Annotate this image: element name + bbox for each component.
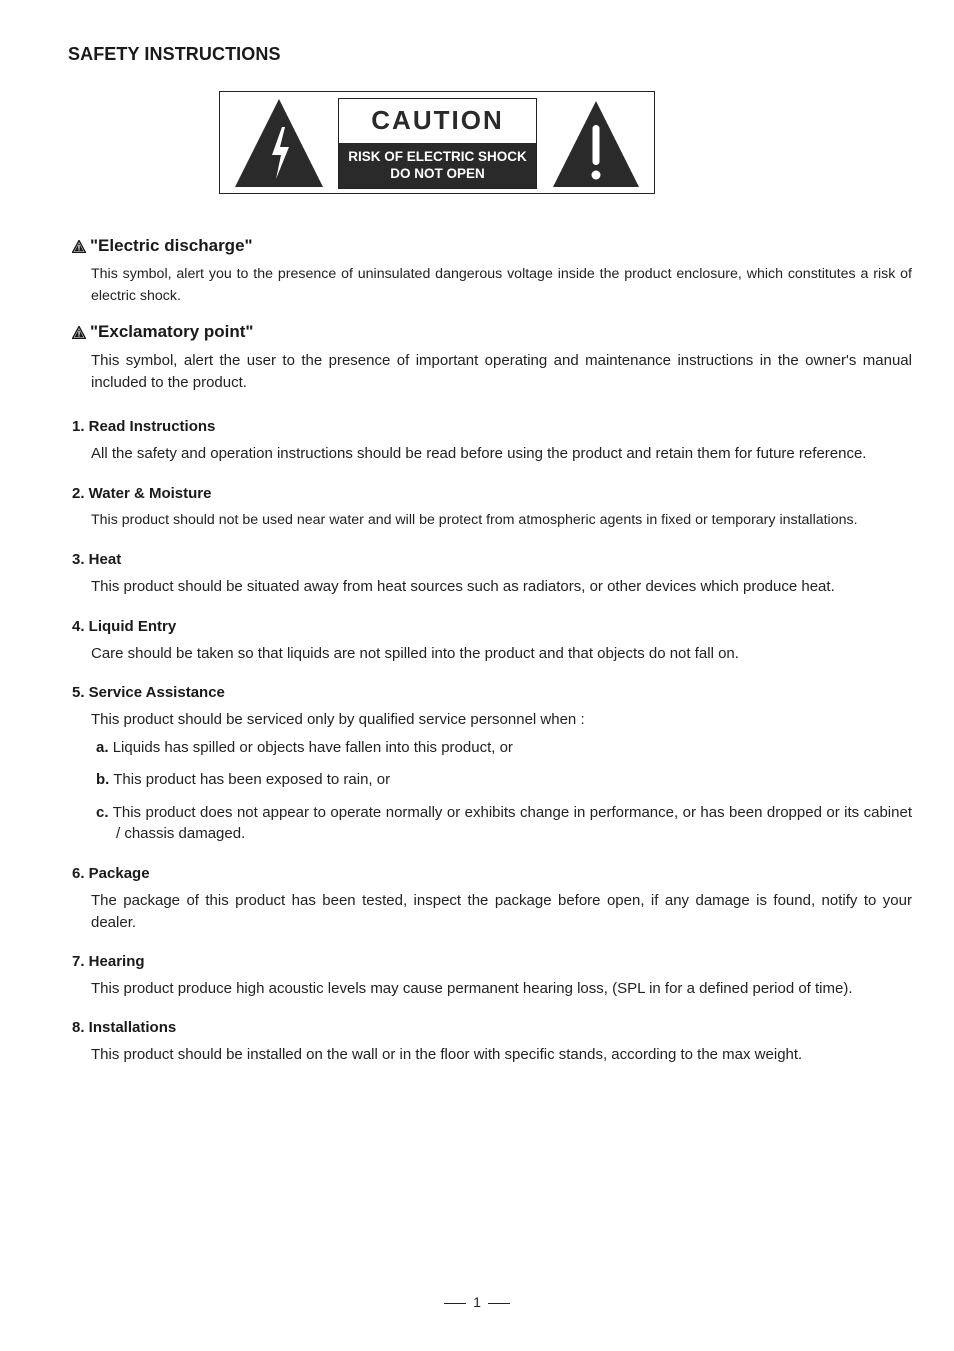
section-water-moisture (72, 485, 912, 532)
section-text: The package of this product has been tested, inspect the package before open, if any damage is found, notify to your dealer. (91, 892, 912, 931)
section-heading: 3. Heat (72, 551, 122, 568)
caution-label-box (219, 91, 655, 194)
caution-band (339, 143, 536, 188)
section-heading: 8. Installations (72, 1019, 177, 1036)
section-text: This product should not be used near water and will be protect from atmospheric agents in fixed or temporary installations. (91, 512, 858, 528)
electric-shock-warning-icon (233, 97, 325, 189)
section-heading: 6. Package (72, 865, 150, 882)
section-service-assistance (72, 684, 912, 845)
section-heading: 1. Read Instructions (72, 418, 216, 435)
section-hearing (72, 953, 912, 1000)
section-text: This product should be situated away from heat sources such as radiators, or other devices which produce heat. (91, 578, 835, 595)
caution-line-2: DO NOT OPEN (390, 166, 485, 181)
list-item (96, 769, 912, 791)
symbol-heading-text: "Electric discharge" (90, 236, 253, 255)
page-footer (0, 1294, 954, 1310)
section-heat (72, 551, 912, 598)
page-title: SAFETY INSTRUCTIONS (68, 44, 281, 64)
list-item (96, 737, 912, 759)
list-text: This product has been exposed to rain, or (113, 771, 391, 788)
symbol-description: This symbol, alert the user to the presence of important operating and maintenance instructions in the owner's manual included to the product. (91, 352, 912, 391)
list-text: Liquids has spilled or objects have fallen into this product, or (112, 738, 513, 756)
section-text: This product produce high acoustic levels may cause permanent hearing loss, (SPL in for a defined period of time). (91, 980, 853, 997)
section-installations (72, 1019, 912, 1066)
section-liquid-entry (72, 618, 912, 665)
symbol-electric-discharge (72, 236, 912, 307)
footer-rule-right (488, 1303, 510, 1304)
list-letter: c. (96, 803, 109, 821)
section-heading: 2. Water & Moisture (72, 485, 212, 502)
exclamation-warning-icon (551, 99, 641, 189)
symbol-heading (72, 322, 912, 342)
section-text: This product should be installed on the wall or in the floor with specific stands, according to the max weight. (91, 1046, 803, 1063)
section-text: All the safety and operation instructions should be read before using the product and retain them for future reference. (91, 445, 867, 462)
warning-triangle-icon (72, 326, 86, 339)
footer-rule-left (444, 1303, 466, 1304)
list-text: This product does not appear to operate normally or exhibits change in performance, or has been dropped or its cabinet / chassis damaged. (112, 803, 912, 842)
caution-word: CAUTION (371, 105, 504, 135)
section-text: Care should be taken so that liquids are not spilled into the product and that objects do not fall on. (91, 645, 739, 662)
section-read-instructions (72, 418, 912, 465)
section-heading: 5. Service Assistance (72, 684, 225, 701)
symbol-heading (72, 236, 912, 256)
list-letter: a. (96, 738, 109, 756)
warning-triangle-icon (72, 240, 86, 253)
list-letter: b. (96, 771, 110, 788)
section-heading: 7. Hearing (72, 953, 145, 970)
section-heading: 4. Liquid Entry (72, 618, 177, 635)
caution-label (338, 98, 537, 189)
symbol-description: This symbol, alert you to the presence of uninsulated dangerous voltage inside the product enclosure, which constitutes a risk of electric shock. (91, 266, 912, 304)
list-item (96, 802, 912, 845)
section-text: This product should be serviced only by qualified service personnel when : (91, 711, 585, 728)
section-package (72, 865, 912, 933)
symbol-heading-text: "Exclamatory point" (90, 322, 254, 341)
symbol-exclamatory-point (72, 322, 912, 393)
page-number: 1 (473, 1294, 481, 1310)
caution-line-1: RISK OF ELECTRIC SHOCK (348, 149, 527, 164)
